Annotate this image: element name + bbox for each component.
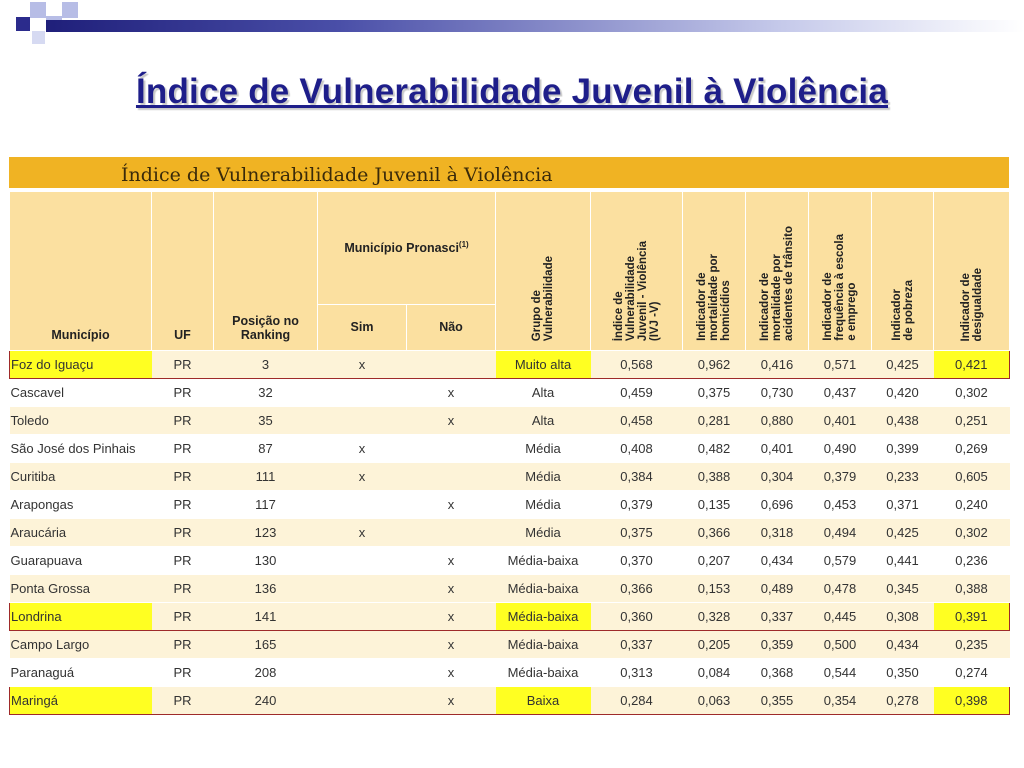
cell-escola: 0,494 <box>809 519 872 547</box>
cell-ivj: 0,313 <box>591 659 683 687</box>
header-desigualdade-label: Indicador de desigualdade <box>959 267 984 341</box>
cell-uf: PR <box>152 519 214 547</box>
cell-transito: 0,416 <box>746 351 809 379</box>
cell-escola: 0,401 <box>809 407 872 435</box>
table-row <box>10 547 1010 575</box>
cell-desigualdade: 0,269 <box>934 435 1010 463</box>
cell-uf: PR <box>152 687 214 715</box>
table-row <box>10 631 1010 659</box>
cell-transito: 0,337 <box>746 603 809 631</box>
cell-grupo: Média-baixa <box>496 603 591 631</box>
cell-transito: 0,368 <box>746 659 809 687</box>
cell-pobreza: 0,308 <box>872 603 934 631</box>
table-row <box>10 519 1010 547</box>
cell-homicidios: 0,153 <box>683 575 746 603</box>
cell-homicidios: 0,084 <box>683 659 746 687</box>
cell-posicao: 117 <box>214 491 318 519</box>
table-row <box>10 575 1010 603</box>
header-transito-label: Indicador de mortalidade por acidentes de trânsito <box>759 225 796 341</box>
cell-transito: 0,401 <box>746 435 809 463</box>
cell-sim <box>318 687 407 715</box>
cell-transito: 0,318 <box>746 519 809 547</box>
table-row <box>10 687 1010 715</box>
cell-ivj: 0,408 <box>591 435 683 463</box>
cell-posicao: 123 <box>214 519 318 547</box>
table-row <box>10 659 1010 687</box>
cell-nao <box>407 463 496 491</box>
cell-nao: x <box>407 659 496 687</box>
cell-uf: PR <box>152 351 214 379</box>
cell-nao: x <box>407 575 496 603</box>
cell-homicidios: 0,135 <box>683 491 746 519</box>
cell-municipio: Cascavel <box>10 379 152 407</box>
cell-posicao: 87 <box>214 435 318 463</box>
cell-posicao: 141 <box>214 603 318 631</box>
cell-posicao: 165 <box>214 631 318 659</box>
header-posicao: Posição no Ranking <box>214 192 318 351</box>
cell-ivj: 0,379 <box>591 491 683 519</box>
cell-pobreza: 0,350 <box>872 659 934 687</box>
cell-homicidios: 0,328 <box>683 603 746 631</box>
cell-homicidios: 0,482 <box>683 435 746 463</box>
cell-grupo: Média <box>496 463 591 491</box>
cell-transito: 0,359 <box>746 631 809 659</box>
cell-grupo: Média-baixa <box>496 547 591 575</box>
cell-grupo: Média-baixa <box>496 631 591 659</box>
cell-posicao: 208 <box>214 659 318 687</box>
cell-nao: x <box>407 407 496 435</box>
cell-homicidios: 0,281 <box>683 407 746 435</box>
cell-nao: x <box>407 547 496 575</box>
header-uf: UF <box>152 192 214 351</box>
data-table-container <box>9 157 1009 737</box>
cell-uf: PR <box>152 435 214 463</box>
cell-homicidios: 0,366 <box>683 519 746 547</box>
header-pobreza-label: Indicador de pobreza <box>890 280 915 341</box>
cell-sim <box>318 407 407 435</box>
cell-sim: x <box>318 463 407 491</box>
cell-grupo: Média <box>496 435 591 463</box>
cell-nao: x <box>407 687 496 715</box>
cell-escola: 0,544 <box>809 659 872 687</box>
header-ivj-label: Índice de Vulnerabilidade Juvenil - Violência (IVJ -V) <box>612 240 661 341</box>
cell-municipio: Ponta Grossa <box>10 575 152 603</box>
cell-desigualdade: 0,398 <box>934 687 1010 715</box>
table-row <box>10 379 1010 407</box>
cell-municipio: Maringá <box>10 687 152 715</box>
cell-municipio: Foz do Iguaçu <box>10 351 152 379</box>
cell-sim <box>318 603 407 631</box>
slide-title: Índice de Vulnerabilidade Juvenil à Violência <box>135 72 889 111</box>
cell-escola: 0,571 <box>809 351 872 379</box>
cell-uf: PR <box>152 463 214 491</box>
decor-square <box>62 2 78 18</box>
cell-posicao: 136 <box>214 575 318 603</box>
table-row <box>10 435 1010 463</box>
cell-municipio: Guarapuava <box>10 547 152 575</box>
cell-uf: PR <box>152 659 214 687</box>
cell-grupo: Média <box>496 491 591 519</box>
cell-posicao: 3 <box>214 351 318 379</box>
cell-escola: 0,354 <box>809 687 872 715</box>
cell-escola: 0,445 <box>809 603 872 631</box>
cell-posicao: 130 <box>214 547 318 575</box>
cell-pobreza: 0,425 <box>872 519 934 547</box>
cell-municipio: Londrina <box>10 603 152 631</box>
cell-pobreza: 0,438 <box>872 407 934 435</box>
header-transito <box>746 192 809 351</box>
cell-grupo: Alta <box>496 407 591 435</box>
cell-pobreza: 0,233 <box>872 463 934 491</box>
header-ivj <box>591 192 683 351</box>
header-pronasci-note: (1) <box>458 240 469 250</box>
table-row <box>10 491 1010 519</box>
cell-grupo: Alta <box>496 379 591 407</box>
header-grupo <box>496 192 591 351</box>
cell-nao: x <box>407 379 496 407</box>
header-pronasci <box>318 192 496 305</box>
cell-uf: PR <box>152 547 214 575</box>
cell-nao: x <box>407 603 496 631</box>
cell-homicidios: 0,205 <box>683 631 746 659</box>
cell-desigualdade: 0,391 <box>934 603 1010 631</box>
cell-municipio: Campo Largo <box>10 631 152 659</box>
cell-uf: PR <box>152 631 214 659</box>
cell-sim <box>318 659 407 687</box>
header-escola-label: Indicador de frequência à escola e emprego <box>822 234 859 341</box>
cell-pobreza: 0,345 <box>872 575 934 603</box>
header-homicidios-label: Indicador de mortalidade por homicídios <box>696 254 733 341</box>
cell-escola: 0,453 <box>809 491 872 519</box>
cell-homicidios: 0,388 <box>683 463 746 491</box>
table-row <box>10 407 1010 435</box>
cell-municipio: Araucária <box>10 519 152 547</box>
cell-desigualdade: 0,421 <box>934 351 1010 379</box>
cell-transito: 0,304 <box>746 463 809 491</box>
cell-nao <box>407 351 496 379</box>
cell-sim <box>318 575 407 603</box>
cell-pobreza: 0,441 <box>872 547 934 575</box>
cell-ivj: 0,370 <box>591 547 683 575</box>
cell-ivj: 0,366 <box>591 575 683 603</box>
table-row <box>10 603 1010 631</box>
cell-pobreza: 0,420 <box>872 379 934 407</box>
cell-desigualdade: 0,302 <box>934 519 1010 547</box>
cell-pobreza: 0,278 <box>872 687 934 715</box>
cell-transito: 0,489 <box>746 575 809 603</box>
cell-municipio: Arapongas <box>10 491 152 519</box>
cell-grupo: Média-baixa <box>496 575 591 603</box>
cell-municipio: Toledo <box>10 407 152 435</box>
decor-square <box>30 2 46 18</box>
cell-pobreza: 0,399 <box>872 435 934 463</box>
table-body <box>10 351 1010 715</box>
cell-posicao: 240 <box>214 687 318 715</box>
cell-desigualdade: 0,605 <box>934 463 1010 491</box>
decor-square <box>16 17 30 31</box>
cell-sim <box>318 379 407 407</box>
cell-desigualdade: 0,236 <box>934 547 1010 575</box>
cell-homicidios: 0,063 <box>683 687 746 715</box>
cell-uf: PR <box>152 491 214 519</box>
cell-desigualdade: 0,251 <box>934 407 1010 435</box>
cell-ivj: 0,459 <box>591 379 683 407</box>
header-grupo-label: Grupo de Vulnerabilidade <box>531 255 556 341</box>
header-pobreza <box>872 192 934 351</box>
header-sim: Sim <box>318 304 407 350</box>
cell-municipio: São José dos Pinhais <box>10 435 152 463</box>
cell-escola: 0,490 <box>809 435 872 463</box>
cell-sim <box>318 547 407 575</box>
cell-escola: 0,437 <box>809 379 872 407</box>
cell-posicao: 32 <box>214 379 318 407</box>
cell-ivj: 0,568 <box>591 351 683 379</box>
cell-uf: PR <box>152 603 214 631</box>
cell-transito: 0,880 <box>746 407 809 435</box>
table-row <box>10 463 1010 491</box>
header-homicidios <box>683 192 746 351</box>
cell-nao: x <box>407 491 496 519</box>
cell-pobreza: 0,434 <box>872 631 934 659</box>
cell-homicidios: 0,962 <box>683 351 746 379</box>
cell-desigualdade: 0,240 <box>934 491 1010 519</box>
cell-nao: x <box>407 631 496 659</box>
cell-escola: 0,500 <box>809 631 872 659</box>
cell-sim <box>318 631 407 659</box>
table-banner <box>9 157 1009 190</box>
cell-grupo: Muito alta <box>496 351 591 379</box>
cell-municipio: Paranaguá <box>10 659 152 687</box>
cell-sim: x <box>318 351 407 379</box>
header-desigualdade <box>934 192 1010 351</box>
cell-nao <box>407 435 496 463</box>
cell-grupo: Baixa <box>496 687 591 715</box>
cell-escola: 0,579 <box>809 547 872 575</box>
cell-desigualdade: 0,274 <box>934 659 1010 687</box>
cell-grupo: Média-baixa <box>496 659 591 687</box>
cell-transito: 0,434 <box>746 547 809 575</box>
cell-desigualdade: 0,302 <box>934 379 1010 407</box>
cell-desigualdade: 0,235 <box>934 631 1010 659</box>
cell-desigualdade: 0,388 <box>934 575 1010 603</box>
cell-sim: x <box>318 519 407 547</box>
header-nao: Não <box>407 304 496 350</box>
cell-municipio: Curitiba <box>10 463 152 491</box>
cell-posicao: 111 <box>214 463 318 491</box>
cell-uf: PR <box>152 407 214 435</box>
header-pronasci-label: Município Pronasci <box>344 241 459 256</box>
cell-ivj: 0,284 <box>591 687 683 715</box>
cell-escola: 0,478 <box>809 575 872 603</box>
header-municipio: Município <box>10 192 152 351</box>
cell-uf: PR <box>152 379 214 407</box>
table-row <box>10 351 1010 379</box>
cell-ivj: 0,375 <box>591 519 683 547</box>
table-banner-title: Índice de Vulnerabilidade Juvenil à Violência <box>121 164 553 186</box>
cell-pobreza: 0,425 <box>872 351 934 379</box>
cell-ivj: 0,458 <box>591 407 683 435</box>
cell-sim: x <box>318 435 407 463</box>
cell-sim <box>318 491 407 519</box>
header-escola <box>809 192 872 351</box>
cell-pobreza: 0,371 <box>872 491 934 519</box>
cell-homicidios: 0,375 <box>683 379 746 407</box>
cell-ivj: 0,360 <box>591 603 683 631</box>
cell-escola: 0,379 <box>809 463 872 491</box>
cell-ivj: 0,337 <box>591 631 683 659</box>
cell-transito: 0,730 <box>746 379 809 407</box>
cell-posicao: 35 <box>214 407 318 435</box>
decor-square <box>32 31 45 44</box>
cell-ivj: 0,384 <box>591 463 683 491</box>
cell-transito: 0,355 <box>746 687 809 715</box>
cell-uf: PR <box>152 575 214 603</box>
cell-nao <box>407 519 496 547</box>
cell-transito: 0,696 <box>746 491 809 519</box>
decor-gradient-bar <box>46 20 1024 32</box>
cell-homicidios: 0,207 <box>683 547 746 575</box>
vulnerability-table <box>9 191 1010 715</box>
cell-grupo: Média <box>496 519 591 547</box>
